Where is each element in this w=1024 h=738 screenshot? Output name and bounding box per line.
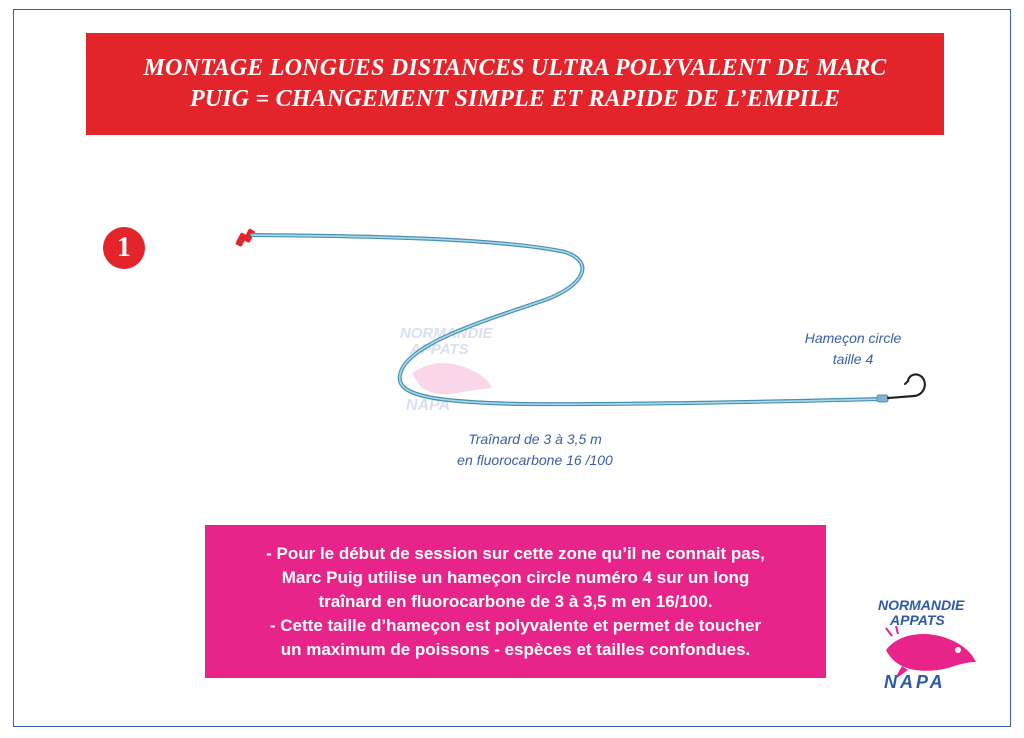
hook-label-line-2: taille 4 [832, 351, 874, 367]
info-line-4: - Cette taille d’hameçon est polyvalente et permet de toucher [269, 615, 762, 635]
knot-icon [877, 395, 888, 402]
normandie-appats-logo [872, 592, 984, 692]
line-label-line-1: Traînard de 3 à 3,5 m [468, 431, 602, 447]
info-box [205, 525, 826, 678]
fluorocarbon-line [252, 235, 882, 404]
logo-text-napa: NAPA [884, 672, 946, 692]
hook-label [778, 328, 928, 370]
logo-text-normandie: NORMANDIE [878, 597, 965, 613]
title-line-1: MONTAGE LONGUES DISTANCES ULTRA POLYVALENT DE MARC [143, 55, 887, 81]
logo-text-appats: APPATS [890, 612, 945, 628]
info-line-2: Marc Puig utilise un hameçon circle numéro 4 sur un long [281, 567, 750, 587]
info-line-5: un maximum de poissons - espèces et tailles confondues. [280, 639, 751, 659]
watermark-text-2: APPATS [410, 341, 469, 358]
info-line-3: traînard en fluorocarbone de 3 à 3,5 m en 16/100. [318, 591, 713, 611]
info-line-1: - Pour le début de session sur cette zone qu’il ne connait pas, [266, 543, 765, 563]
circle-hook-icon [888, 374, 925, 398]
watermark-text-3: NAPA [406, 397, 451, 414]
title-line-2: PUIG = CHANGEMENT SIMPLE ET RAPIDE DE L’EMPILE [189, 86, 841, 112]
logo-fish-eye [955, 647, 961, 653]
step-number-badge: 1 [103, 227, 145, 269]
hook-point [905, 381, 908, 384]
line-label-line-2: en fluorocarbone 16 /100 [457, 452, 613, 468]
line-end-stop-icon [235, 228, 255, 247]
watermark-text-1: NORMANDIE [400, 325, 493, 342]
line-label [430, 429, 640, 471]
fluorocarbon-line-highlight [252, 235, 882, 404]
hook-label-line-1: Hameçon circle [804, 330, 902, 346]
